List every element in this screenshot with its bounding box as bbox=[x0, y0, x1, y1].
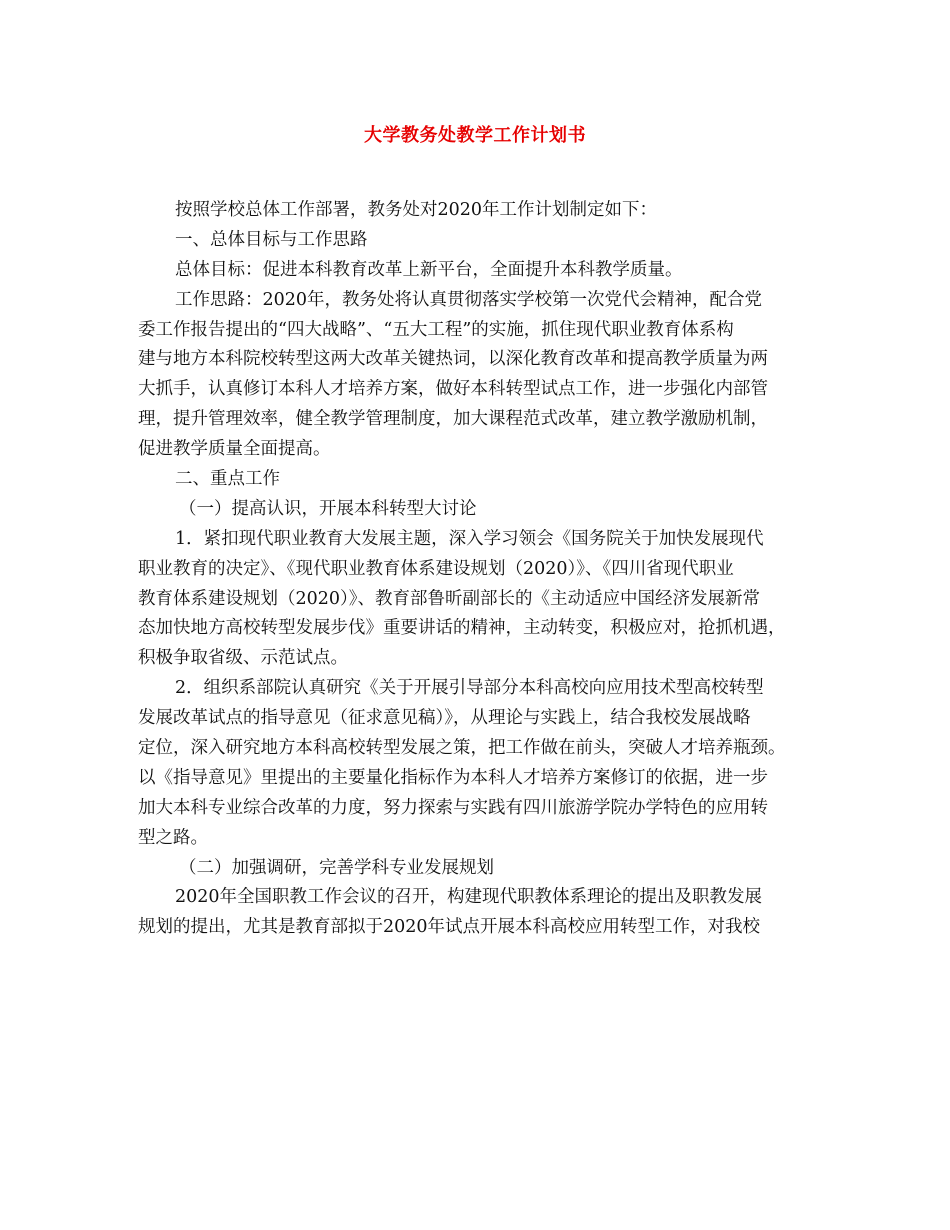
section-heading: 二、重点工作 bbox=[175, 469, 280, 490]
document-title: 大学教务处教学工作计划书 bbox=[364, 125, 586, 146]
paragraph-line: 建与地方本科院校转型这两大改革关键热词，以深化教育改革和提高教学质量为两 bbox=[138, 349, 768, 370]
paragraph-line: 发展改革试点的指导意见（征求意见稿）》，从理论与实践上，结合我校发展战略 bbox=[138, 708, 751, 729]
paragraph-line: 教育体系建设规划（2020）》、教育部鲁昕副部长的《主动适应中国经济发展新常 bbox=[138, 588, 761, 609]
paragraph-line: 2．组织系部院认真研究《关于开展引导部分本科高校向应用技术型高校转型 bbox=[175, 678, 764, 699]
paragraph-line: 型之路。 bbox=[138, 827, 208, 848]
paragraph-line: 职业教育的决定》、《现代职业教育体系建设规划（2020）》、《四川省现代职业 bbox=[138, 558, 734, 579]
paragraph-line: 1．紧扣现代职业教育大发展主题，深入学习领会《国务院关于加快发展现代 bbox=[175, 528, 764, 549]
paragraph-line: 积极争取省级、示范试点。 bbox=[138, 648, 348, 669]
section-heading: 一、总体目标与工作思路 bbox=[175, 229, 368, 250]
paragraph-line: 总体目标：促进本科教育改革上新平台，全面提升本科教学质量。 bbox=[175, 259, 683, 280]
paragraph-line: 委工作报告提出的“四大战略”、“五大工程”的实施，抓住现代职业教育体系构 bbox=[138, 319, 734, 340]
paragraph-line: 按照学校总体工作部署，教务处对2020年工作计划制定如下： bbox=[175, 200, 658, 220]
paragraph-line: 以《指导意见》里提出的主要量化指标作为本科人才培养方案修订的依据，进一步 bbox=[138, 767, 768, 788]
subsection-heading: （一）提高认识，开展本科转型大讨论 bbox=[179, 498, 477, 519]
paragraph-line: 加大本科专业综合改革的力度，努力探索与实践有四川旅游学院办学特色的应用转 bbox=[138, 797, 768, 818]
paragraph-line: 促进教学质量全面提高。 bbox=[138, 439, 331, 460]
document-body bbox=[138, 196, 828, 943]
paragraph-line: 工作思路：2020年，教务处将认真贯彻落实学校第一次党代会精神，配合党 bbox=[175, 289, 763, 310]
paragraph-line: 定位，深入研究地方本科高校转型发展之策，把工作做在前头，突破人才培养瓶颈。 bbox=[138, 738, 786, 759]
subsection-heading: （二）加强调研，完善学科专业发展规划 bbox=[179, 857, 494, 878]
paragraph-line: 大抓手，认真修订本科人才培养方案，做好本科转型试点工作，进一步强化内部管 bbox=[138, 379, 768, 400]
paragraph-line: 2020年全国职教工作会议的召开，构建现代职教体系理论的提出及职教发展 bbox=[175, 887, 763, 908]
paragraph-line: 规划的提出，尤其是教育部拟于2020年试点开展本科高校应用转型工作，对我校 bbox=[138, 917, 761, 938]
paragraph-line: 态加快地方高校转型发展步伐》重要讲话的精神，主动转变，积极应对，抢抓机遇， bbox=[138, 618, 786, 639]
paragraph-line: 理，提升管理效率，健全教学管理制度，加大课程范式改革，建立教学激励机制， bbox=[138, 409, 768, 430]
